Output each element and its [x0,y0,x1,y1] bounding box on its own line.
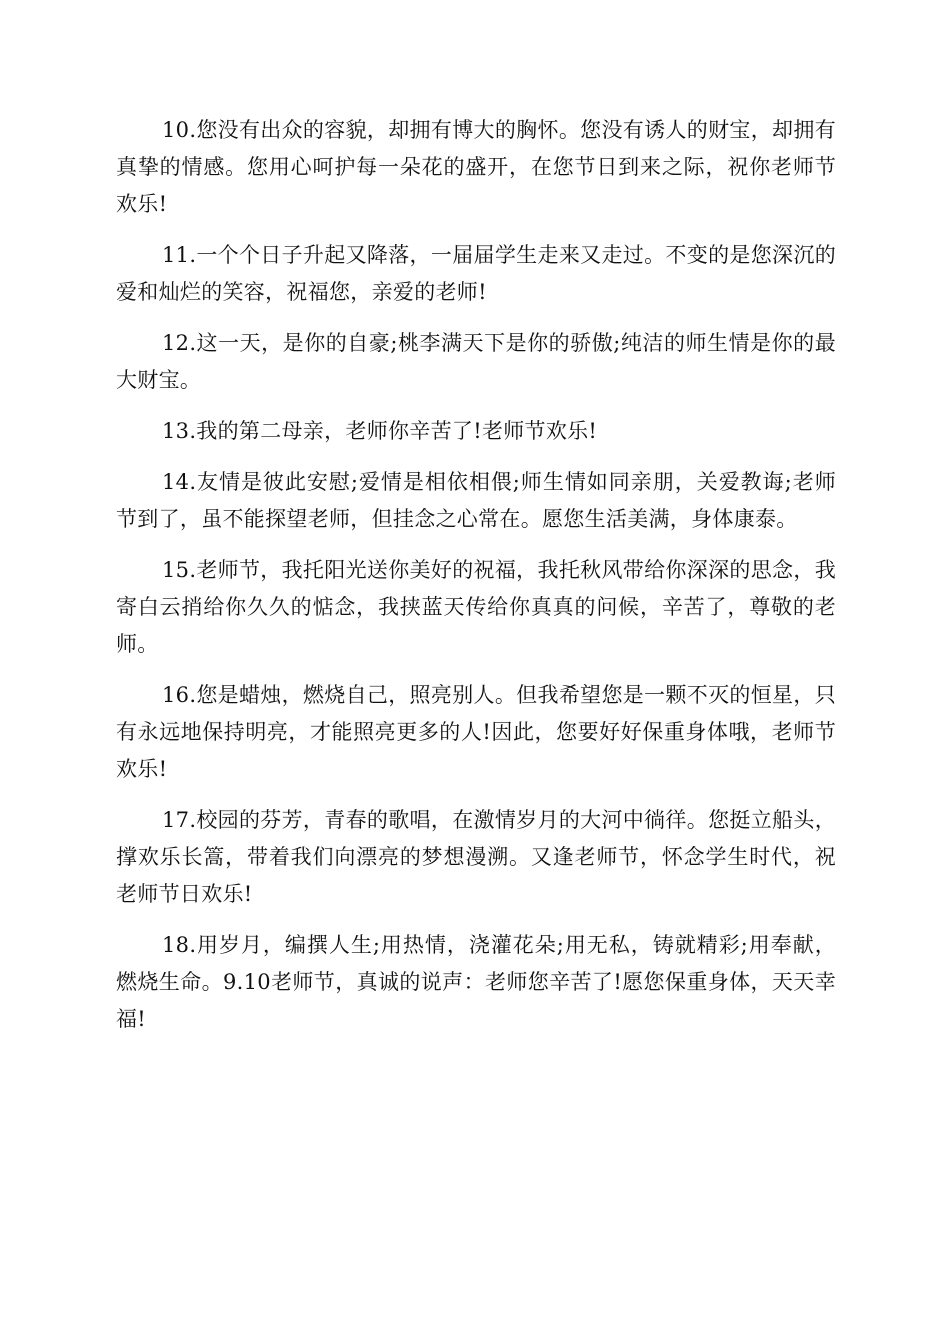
document-body [116,112,836,1052]
paragraph-11: 11.一个个日子升起又降落，一届届学生走来又走过。不变的是您深沉的爱和灿烂的笑容，祝福您，亲爱的老师! [116,243,836,304]
paragraph-14: 14.友情是彼此安慰;爱情是相依相偎;师生情如同亲朋，关爱教诲;老师节到了，虽不能探望老师，但挂念之心常在。愿您生活美满，身体康泰。 [116,470,836,531]
paragraph-16: 16.您是蜡烛，燃烧自己，照亮别人。但我希望您是一颗不灭的恒星，只有永远地保持明亮，才能照亮更多的人!因此，您要好好保重身体哦，老师节欢乐! [116,683,836,781]
paragraph-15: 15.老师节，我托阳光送你美好的祝福，我托秋风带给你深深的思念，我寄白云捎给你久久的惦念，我挟蓝天传给你真真的问候，辛苦了，尊敬的老师。 [116,558,836,656]
paragraph-18: 18.用岁月，编撰人生;用热情，浇灌花朵;用无私，铸就精彩;用奉献，燃烧生命。9.10老师节，真诚的说声：老师您辛苦了!愿您保重身体，天天幸福! [116,933,836,1031]
paragraph-10: 10.您没有出众的容貌，却拥有博大的胸怀。您没有诱人的财宝，却拥有真挚的情感。您用心呵护每一朵花的盛开，在您节日到来之际，祝你老师节欢乐! [116,118,836,216]
paragraph-12: 12.这一天，是你的自豪;桃李满天下是你的骄傲;纯洁的师生情是你的最大财宝。 [116,331,836,392]
paragraph-13: 13.我的第二母亲，老师你辛苦了!老师节欢乐! [162,419,598,443]
paragraph-17: 17.校园的芬芳，青春的歌唱，在激情岁月的大河中徜徉。您挺立船头，撑欢乐长篙，带着我们向漂亮的梦想漫溯。又逢老师节，怀念学生时代，祝老师节日欢乐! [116,808,836,906]
